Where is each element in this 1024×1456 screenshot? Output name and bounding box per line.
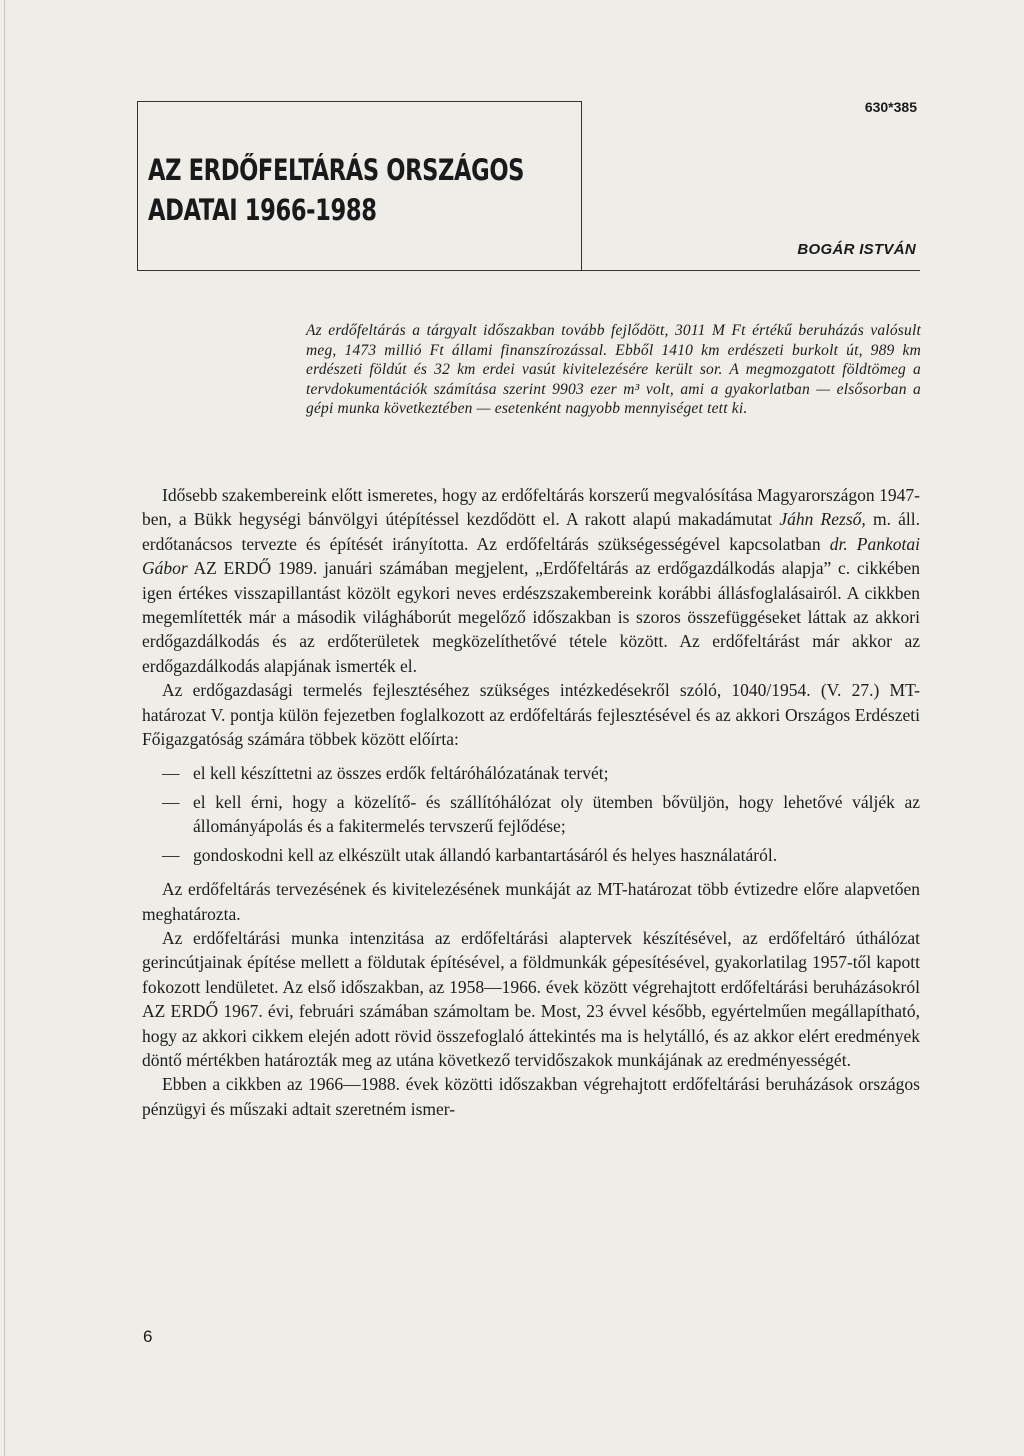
article-title (148, 150, 524, 230)
directive-list (142, 761, 920, 867)
paragraph-1-part-a: Idősebb szakembereink előtt ismeretes, hogy az erdőfeltárás korszerű megvalósítása Magyarországon 1947-ben, a Bükk hegységi bánvölgyi útépítéssel kezdődött el. A rakott alapú makadámutat (142, 485, 920, 530)
title-line-1: AZ ERDŐFELTÁRÁS ORSZÁGOS (148, 153, 525, 187)
paragraph-1-part-b: m. áll. erdőtanácsos tervezte és építését irányította. Az erdőfeltárás szükségességével kapcsolatban (142, 509, 920, 554)
list-item (142, 790, 920, 839)
list-dash: — (162, 763, 180, 784)
abstract: Az erdőfeltárás a tárgyalt időszakban tovább fejlődött, 3011 M Ft értékű beruházás valósult meg, 1473 millió Ft állami finanszírozással. Ebből 1410 km erdészeti burkolt út, 989 km erdészeti földút és 32 km erdei vasút kivitelezésére került sor. A megmozgatott földtömeg a tervdokumentációk számítása szerint 9903 ezer m³ volt, ami a gyakorlatban — elsősorban a gépi munka következtében — esetenként nagyobb mennyiséget tett ki. (306, 322, 921, 417)
list-dash: — (162, 844, 180, 865)
list-item (142, 843, 920, 867)
person-name-jahn: Jáhn Rezső, (779, 509, 866, 530)
paragraph-1 (142, 483, 920, 678)
paragraph-2: Az erdőgazdasági termelés fejlesztéséhez szükséges intézkedésekről szóló, 1040/1954. (V. 27.) MT-határozat V. pontja külön fejezetben foglalkozott az erdőfeltárás fejlesztésével és az akkori Országos Erdészeti Főigazgatóság számára többek között előírta: (142, 680, 920, 750)
list-dash: — (162, 791, 180, 812)
paragraph-3: Az erdőfeltárás tervezésének és kivitelezésének munkáját az MT-határozat több évtizedre előre alapvetően meghatározta. (142, 879, 920, 924)
paragraph-5: Ebben a cikkben az 1966—1988. évek közötti időszakban végrehajtott erdőfeltárási beruházások országos pénzügyi és műszaki adtait szeretném ismer- (142, 1074, 920, 1119)
person-name-pankotai: dr. Pankotai Gábor (142, 533, 920, 579)
header-rule (137, 270, 920, 271)
document-code: 630*385 (864, 99, 917, 115)
list-item (142, 761, 920, 785)
page-number: 6 (143, 1327, 153, 1346)
list-item-text: el kell érni, hogy a közelítő- és szállítóhálózat oly ütemben bővüljön, hogy lehetővé váljék az állományápolás és a fakitermelés tervszerű fejlődése; (193, 791, 920, 837)
title-line-2: ADATAI 1966-1988 (148, 193, 377, 227)
article-body (142, 483, 920, 1121)
author-name: BOGÁR ISTVÁN (797, 241, 916, 258)
list-item-text: el kell készíttetni az összes erdők feltáróhálózatának tervét; (193, 763, 609, 784)
paragraph-1-part-c: AZ ERDŐ 1989. januári számában megjelent, „Erdőfeltárás az erdőgazdálkodás alapja” c. cikkében igen értékes visszapillantást közölt egykori neves erdészszakembereink korábbi állásfoglalásairól. A cikkben megemlítették már a második világháborút megelőző időszakban is szoros összefüggéseket láttak az akkori erdőgazdálkodás és az erdőterületek megközelíthetővé tétele között. Az erdőfeltárást már akkor az erdőgazdálkodás alapjának ismerték el. (142, 558, 920, 676)
paragraph-4: Az erdőfeltárási munka intenzitása az erdőfeltárási alaptervek készítésével, az erdőfeltáró úthálózat gerincútjainak építése mellett a földutak építésével, a földmunkák gépesítésével, gyakorlatilag 1957-től kapott fokozott lendületet. Az első időszakban, az 1958—1966. évek között végrehajtott erdőfeltárási beruházásokról AZ ERDŐ 1967. évi, februári számában számoltam be. Most, 23 évvel később, egyértelműen megállapítható, hogy az akkori cikkem elején adott rövid összefoglaló áttekintés ma is helytálló, és az akkor elért eredmények döntő mértékben határozták meg az utána következő tervidőszakok munkájának az eredményességét. (142, 927, 920, 1070)
page-edge-line (4, 0, 5, 1456)
list-item-text: gondoskodni kell az elkészült utak állandó karbantartásáról és helyes használatáról. (193, 844, 778, 865)
